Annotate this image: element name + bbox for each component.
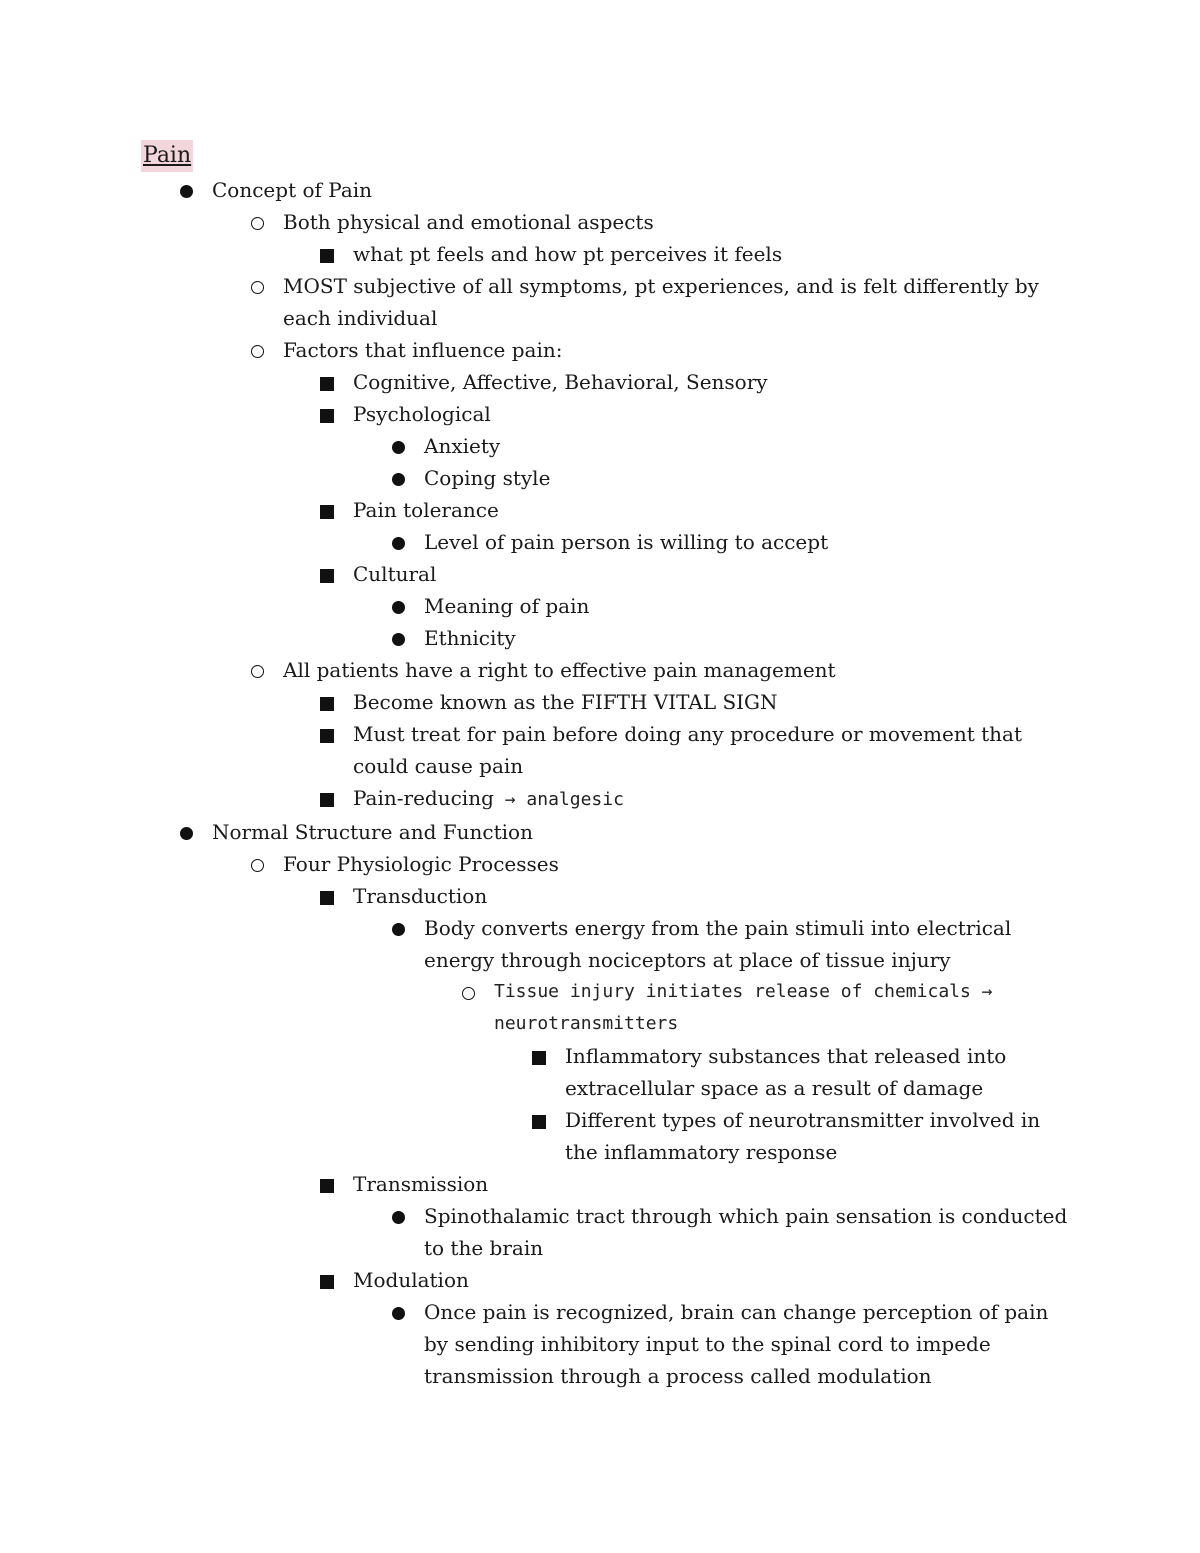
square-bullet-icon: [318, 686, 338, 718]
outline-list: [0, 174, 1200, 1392]
disc-bullet-icon: [177, 816, 197, 848]
page-title: Pain: [141, 140, 193, 172]
outline-item-level-6: [565, 1104, 1065, 1168]
outline-item-text: Become known as the FIFTH VITAL SIGN: [353, 690, 778, 714]
outline-item-text: Inflammatory substances that released into extracellular space as a result of damage: [565, 1044, 1007, 1100]
outline-item-text: Tissue injury initiates release of chemicals → neurotransmitters: [494, 981, 993, 1034]
outline-item-text: Cultural: [353, 562, 437, 586]
square-bullet-icon: [318, 398, 338, 430]
outline-item-level-3: [353, 238, 1053, 270]
disc-bullet-icon: [389, 462, 409, 494]
disc-bullet-icon: [389, 430, 409, 462]
outline-item-level-4: [424, 430, 1074, 462]
outline-item-text: Spinothalamic tract through which pain sensation is conducted to the brain: [424, 1204, 1068, 1260]
circle-bullet-icon: [248, 654, 268, 686]
outline-item-text: Pain tolerance: [353, 498, 499, 522]
disc-bullet-icon: [389, 1296, 409, 1328]
outline-item-text: Transmission: [353, 1172, 489, 1196]
outline-item-text: Coping style: [424, 466, 551, 490]
square-bullet-icon: [318, 494, 338, 526]
outline-item-text: Concept of Pain: [212, 178, 373, 202]
square-bullet-icon: [318, 366, 338, 398]
square-bullet-icon: [318, 1168, 338, 1200]
disc-bullet-icon: [389, 526, 409, 558]
outline-item-level-3: [353, 782, 1053, 816]
outline-item-text: Meaning of pain: [424, 594, 590, 618]
outline-item-level-3: [353, 494, 1053, 526]
outline-item-level-4: [424, 462, 1074, 494]
square-bullet-icon: [318, 558, 338, 590]
disc-bullet-icon: [177, 174, 197, 206]
outline-item-level-4: [424, 1200, 1074, 1264]
outline-item-text: Anxiety: [424, 434, 501, 458]
outline-item-text: Normal Structure and Function: [212, 820, 533, 844]
disc-bullet-icon: [389, 1200, 409, 1232]
outline-item-level-2: [283, 334, 1063, 366]
square-bullet-icon: [530, 1104, 550, 1136]
outline-item-level-4: [424, 912, 1074, 976]
circle-bullet-icon: [459, 976, 479, 1008]
outline-item-text: Factors that influence pain:: [283, 338, 563, 362]
outline-item-level-1: [212, 816, 1072, 848]
outline-item-text: Level of pain person is willing to accept: [424, 530, 829, 554]
outline-item-text: Different types of neurotransmitter involved in the inflammatory response: [565, 1108, 1041, 1164]
outline-item-text: Once pain is recognized, brain can change perception of pain by sending inhibitory input to the spinal cord to impede transmission through a process called modulation: [424, 1300, 1049, 1388]
outline-item-level-3: [353, 1168, 1053, 1200]
outline-item-level-4: [424, 590, 1074, 622]
disc-bullet-icon: [389, 912, 409, 944]
square-bullet-icon: [318, 880, 338, 912]
outline-item-level-6: [565, 1040, 1065, 1104]
outline-item-text: Four Physiologic Processes: [283, 852, 559, 876]
outline-item-text: Body converts energy from the pain stimuli into electrical energy through nociceptors at place of tissue injury: [424, 916, 1012, 972]
outline-item-text: Cognitive, Affective, Behavioral, Sensory: [353, 370, 768, 394]
outline-item-level-3: [353, 1264, 1053, 1296]
outline-item-level-4: [424, 1296, 1074, 1392]
outline-item-level-3: [353, 398, 1053, 430]
outline-item-text: All patients have a right to effective pain management: [283, 658, 836, 682]
outline-item-level-5: [494, 976, 1074, 1040]
outline-item-level-3: [353, 880, 1053, 912]
outline-item-level-4: [424, 622, 1074, 654]
circle-bullet-icon: [248, 848, 268, 880]
square-bullet-icon: [318, 782, 338, 814]
outline-item-level-2: [283, 654, 1063, 686]
outline-item-suffix: → analgesic: [493, 789, 624, 810]
outline-item-text: Pain-reducing → analgesic: [353, 786, 624, 810]
square-bullet-icon: [318, 1264, 338, 1296]
outline-item-text: Both physical and emotional aspects: [283, 210, 654, 234]
circle-bullet-icon: [248, 206, 268, 238]
outline-item-level-3: [353, 718, 1053, 782]
outline-item-level-2: [283, 270, 1063, 334]
outline-item-level-4: [424, 526, 1074, 558]
outline-item-text: what pt feels and how pt perceives it feels: [353, 242, 783, 266]
outline-item-level-3: [353, 686, 1053, 718]
outline-item-text: Psychological: [353, 402, 491, 426]
outline-item-text: Must treat for pain before doing any procedure or movement that could cause pain: [353, 722, 1023, 778]
square-bullet-icon: [318, 718, 338, 750]
outline-item-level-3: [353, 366, 1053, 398]
circle-bullet-icon: [248, 270, 268, 302]
square-bullet-icon: [530, 1040, 550, 1072]
disc-bullet-icon: [389, 622, 409, 654]
circle-bullet-icon: [248, 334, 268, 366]
outline-item-text: Ethnicity: [424, 626, 516, 650]
outline-item-level-3: [353, 558, 1053, 590]
square-bullet-icon: [318, 238, 338, 270]
outline-item-level-2: [283, 206, 1063, 238]
outline-item-level-1: [212, 174, 1072, 206]
outline-item-text: Modulation: [353, 1268, 469, 1292]
outline-item-text: Transduction: [353, 884, 488, 908]
outline-item-level-2: [283, 848, 1063, 880]
outline-item-text: MOST subjective of all symptoms, pt experiences, and is felt differently by each individual: [283, 274, 1039, 330]
disc-bullet-icon: [389, 590, 409, 622]
